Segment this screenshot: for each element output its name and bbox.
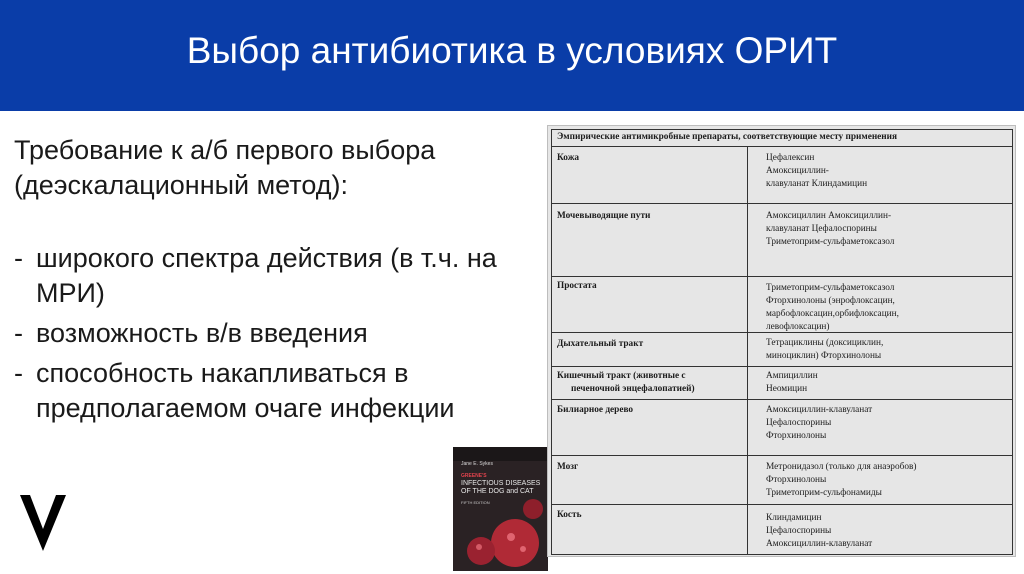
- drug-line: Клиндамицин: [766, 513, 822, 523]
- antibiotics-table-image: [547, 125, 1016, 557]
- bullet-marker: -: [14, 358, 23, 388]
- site-cell: Мочевыводящие пути: [557, 211, 651, 221]
- site-cell: Дыхательный тракт: [557, 339, 644, 349]
- drug-line: клавуланат Клиндамицин: [766, 179, 868, 189]
- drug-line: Фторхинолоны (энрофлоксацин,: [766, 296, 895, 306]
- site-cell: Простата: [557, 281, 597, 291]
- drug-line: Триметоприм-сульфаметоксазол: [766, 237, 895, 247]
- drugs-cell: [766, 210, 1006, 249]
- logo-icon: [20, 493, 66, 553]
- site-cell: Мозг: [557, 462, 579, 472]
- table-header-text: Эмпирические антимикробные препараты, соответствующие месту применения: [557, 132, 898, 142]
- table-row: [552, 277, 1012, 333]
- drug-line: Тетрациклины (доксициклин,: [766, 338, 884, 348]
- table-row: [552, 367, 1012, 400]
- book-author: Jane E. Sykes: [461, 461, 493, 467]
- table-row: [552, 333, 1012, 367]
- drug-line: Цефалоспорины: [766, 526, 832, 536]
- book-brand: GREENE'S: [461, 473, 487, 479]
- drug-line: Триметоприм-сульфаметоксазол: [766, 283, 895, 293]
- drug-line: миноциклин) Фторхинолоны: [766, 351, 882, 361]
- drug-line: Амоксициллин-: [766, 166, 829, 176]
- drug-line: Ампициллин: [766, 371, 818, 381]
- drugs-cell: [766, 512, 1006, 551]
- drug-line: Триметоприм-сульфонамиды: [766, 488, 882, 498]
- table-row: [552, 505, 1012, 554]
- list-item: [14, 356, 534, 426]
- drugs-cell: [766, 152, 1006, 191]
- drug-line: Амоксициллин-клавуланат: [766, 405, 873, 415]
- list-item-text: способность накапливаться в предполагаемом очаге инфекции: [36, 358, 455, 423]
- drugs-cell: [766, 337, 1006, 363]
- requirements-list: [14, 241, 534, 426]
- book-edition: FIFTH EDITION: [461, 500, 490, 505]
- site-cell: Кость: [557, 510, 582, 520]
- drug-line: Фторхинолоны: [766, 431, 827, 441]
- book-cover-image: [453, 447, 548, 571]
- drugs-cell: [766, 461, 1006, 500]
- requirement-text: Требование к а/б первого выбора (деэскалационный метод):: [14, 135, 436, 200]
- table-row: [552, 204, 1012, 277]
- book-title: INFECTIOUS DISEASES OF THE DOG and CAT: [461, 480, 541, 495]
- drug-line: Амоксициллин Амоксициллин-: [766, 211, 892, 221]
- drugs-cell: [766, 404, 1006, 443]
- drug-line: Амоксициллин-клавуланат: [766, 539, 873, 549]
- drug-line: Фторхинолоны: [766, 475, 827, 485]
- drug-line: марбофлоксацин,орбифлоксацин,: [766, 309, 899, 319]
- antibiotics-table: [551, 129, 1013, 555]
- bullet-marker: -: [14, 318, 23, 348]
- table-header: [552, 130, 1012, 147]
- slide-title: Выбор антибиотика в условиях ОРИТ: [186, 30, 838, 71]
- requirements-block: [14, 133, 534, 431]
- drug-line: Метронидазол (только для анаэробов): [766, 462, 917, 472]
- site-cell: Кожа: [557, 153, 580, 163]
- list-item: [14, 241, 534, 311]
- site-cell: [557, 370, 737, 396]
- bullet-marker: -: [14, 243, 23, 273]
- table-row: [552, 400, 1012, 456]
- list-item-text: возможность в/в введения: [36, 318, 368, 348]
- drug-line: Цефалексин: [766, 153, 815, 163]
- drug-line: Неомицин: [766, 384, 808, 394]
- drug-line: левофлоксацин): [766, 322, 830, 332]
- table-row: [552, 456, 1012, 505]
- drugs-cell: [766, 282, 1006, 334]
- drug-line: Цефалоспорины: [766, 418, 832, 428]
- drug-line: клавуланат Цефалоспорины: [766, 224, 877, 234]
- site-cell: Билиарное дерево: [557, 405, 634, 415]
- list-item: [14, 316, 534, 351]
- table-row: [552, 147, 1012, 204]
- site-line: Кишечный тракт (животные с: [557, 371, 686, 381]
- list-item-text: широкого спектра действия (в т.ч. на МРИ): [36, 243, 497, 308]
- site-line: печеночной энцефалопатией): [571, 384, 695, 394]
- drugs-cell: [766, 370, 1006, 396]
